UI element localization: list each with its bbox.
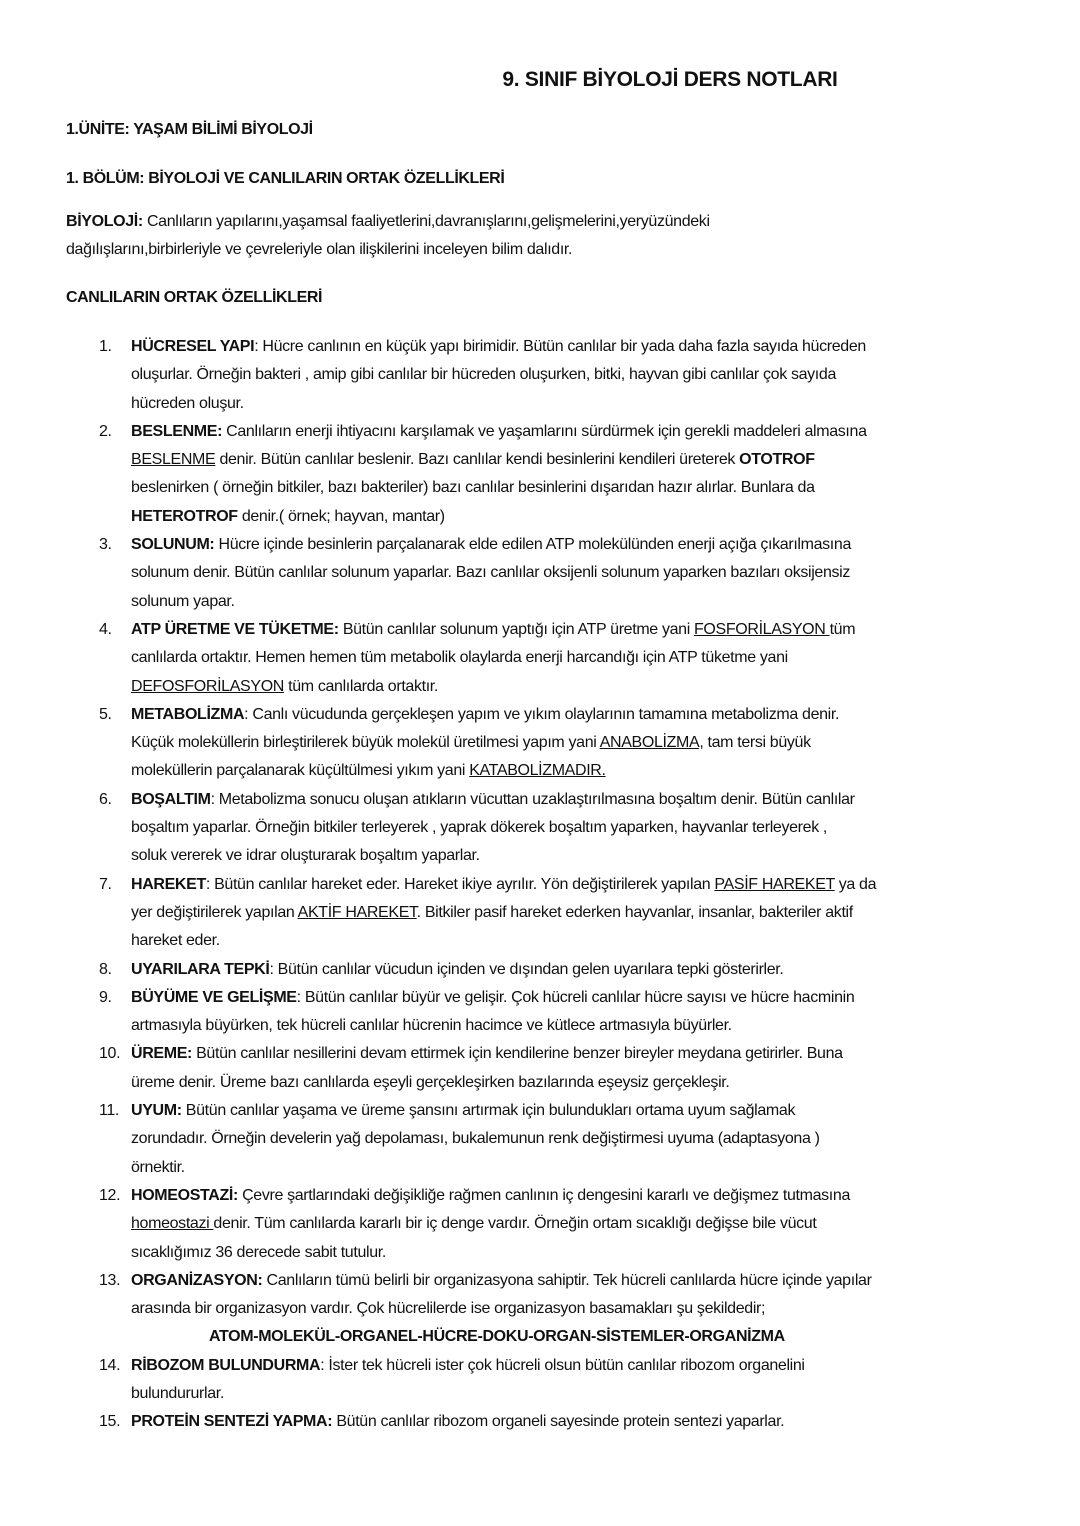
section-heading: 1. BÖLÜM: BİYOLOJİ VE CANLILARIN ORTAK ÖZELLİKLERİ (66, 170, 505, 187)
item-number: 2. (99, 422, 112, 440)
item-text: : Metabolizma sonucu oluşan atıkların vücuttan uzaklaştırılmasına boşaltım denir. Bütün canlılar (210, 790, 855, 808)
definition-line-2: dağılışlarını,birbirleriyle ve çevreleriyle olan ilişkilerini inceleyen bilim dalıdır. (66, 241, 573, 258)
item-term: ORGANİZASYON: (131, 1271, 263, 1289)
list-item (0, 1352, 1080, 1409)
item-number: 9. (99, 988, 112, 1006)
definition-text-1: Canlıların yapılarını,yaşamsal faaliyetlerini,davranışlarını,gelişmelerini,yeryüzündeki (142, 213, 710, 230)
item-text: denir. Bütün canlılar beslenir. Bazı canlılar kendi besinlerini kendileri üreterek (215, 451, 740, 469)
item-text: tam tersi büyük (703, 734, 811, 752)
item-term: HAREKET (131, 875, 206, 893)
item-term: ÜREME: (131, 1045, 193, 1063)
item-text: Çevre şartlarındaki değişikliğe rağmen canlının iç dengesini kararlı ve değişmez tutmasına (237, 1186, 850, 1204)
item-text: hücreden oluşur. (131, 394, 244, 412)
list-item (0, 701, 1080, 786)
item-text: tüm canlılarda ortaktır. (284, 677, 439, 695)
item-text: solunum yapar. (131, 592, 235, 610)
biology-definition (66, 208, 1026, 264)
item-text: Canlıların tümü belirli bir organizasyona sahiptir. Tek hücreli canlılarda hücre içinde yapılar (262, 1271, 872, 1289)
item-number: 12. (99, 1186, 121, 1204)
list-item (0, 531, 1080, 616)
item-text: canlılarda ortaktır. Hemen hemen tüm metabolik olaylarda enerji harcandığı için ATP tüketme yani (131, 649, 788, 667)
item-text: Bütün canlılar nesillerini devam ettirmek için kendilerine benzer bireyler meydana getirirler. Buna (192, 1045, 843, 1063)
item-text: tüm (829, 620, 856, 638)
item-text: : Bütün canlılar vücudun içinden ve dışından gelen uyarılara tepki gösterirler. (269, 960, 784, 978)
list-item (0, 1097, 1080, 1182)
underlined-term: KATABOLİZMADIR. (469, 762, 606, 780)
item-text: : Canlı vücudunda gerçekleşen yapım ve yıkım olaylarının tamamına metabolizma denir. (244, 705, 840, 723)
item-number: 14. (99, 1356, 121, 1374)
item-text: : Bütün canlılar büyür ve gelişir. Çok hücreli canlılar hücre sayısı ve hücre hacminin (296, 988, 855, 1006)
item-text: zorundadır. Örneğin develerin yağ depolaması, bukalemunun renk değiştirmesi uyuma (adaptasyona ) (131, 1130, 820, 1148)
item-text: sıcaklığımız 36 derecede sabit tutulur. (131, 1243, 386, 1261)
item-term: PROTEİN SENTEZİ YAPMA: (131, 1413, 333, 1431)
item-text: artmasıyla büyürken, tek hücreli canlılar hücrenin hacimce ve kütlece artmasıyla büyürler. (131, 1017, 732, 1035)
list-item (0, 1182, 1080, 1267)
list-item (0, 1267, 1080, 1352)
bold-term: HETEROTROF (131, 507, 238, 525)
item-text: Canlıların enerji ihtiyacını karşılamak ve yaşamlarını sürdürmek için gerekli maddeleri almasına (222, 422, 867, 440)
item-text: solunum denir. Bütün canlılar solunum yaparlar. Bazı canlılar oksijenli solunum yaparken bazıları oksijensiz (131, 564, 851, 582)
underlined-term: homeostazi (131, 1215, 214, 1233)
item-number: 7. (99, 875, 112, 893)
list-item (0, 956, 1080, 984)
item-text: beslenirken ( örneğin bitkiler, bazı bakteriler) bazı canlılar besinlerini dışarıdan hazır alırlar. Bunlara da (131, 479, 815, 497)
item-text: Bütün canlılar ribozom organeli sayesinde protein sentezi yaparlar. (332, 1413, 785, 1431)
item-text: denir.( örnek; hayvan, mantar) (237, 507, 445, 525)
item-number: 13. (99, 1271, 121, 1289)
item-term: SOLUNUM: (131, 536, 215, 554)
page-title (0, 68, 1010, 92)
item-term: HOMEOSTAZİ: (131, 1186, 238, 1204)
underlined-term: PASİF HAREKET (714, 875, 835, 893)
list-heading: CANLILARIN ORTAK ÖZELLİKLERİ (66, 289, 323, 306)
item-text: örnektir. (131, 1158, 185, 1176)
underlined-term: ANABOLİZMA, (599, 734, 704, 752)
item-text: Bütün canlılar yaşama ve üreme şansını artırmak için bulundukları ortama uyum sağlamak (181, 1102, 796, 1120)
list-item (0, 786, 1080, 871)
underlined-term: AKTİF HAREKET (297, 903, 417, 921)
underlined-term: FOSFORİLASYON (694, 620, 830, 638)
item-term: BOŞALTIM (131, 790, 211, 808)
item-text: soluk vererek ve idrar oluşturarak boşaltım yaparlar. (131, 847, 480, 865)
item-term: BESLENME: (131, 422, 223, 440)
unit-heading: 1.ÜNİTE: YAŞAM BİLİMİ BİYOLOJİ (66, 121, 313, 138)
item-number: 4. (99, 620, 112, 638)
item-text: hareket eder. (131, 932, 220, 950)
list-item (0, 1040, 1080, 1097)
properties-list (0, 333, 1080, 1437)
item-text: moleküllerin parçalanarak küçültülmesi yıkım yani (131, 762, 470, 780)
item-number: 10. (99, 1045, 121, 1063)
item-text: denir. Tüm canlılarda kararlı bir iç denge vardır. Örneğin ortam sıcaklığı değişse bile vücut (213, 1215, 817, 1233)
item-text: : İster tek hücreli ister çok hücreli olsun bütün canlılar ribozom organelini (320, 1356, 805, 1374)
item-text: : Hücre canlının en küçük yapı birimidir. Bütün canlılar bir yada daha fazla sayıda hücreden (254, 338, 866, 355)
bold-term: OTOTROF (739, 451, 815, 469)
list-item (0, 616, 1080, 701)
item-number: 11. (99, 1102, 120, 1120)
item-number: 6. (99, 790, 112, 808)
list-item (0, 871, 1080, 956)
item-text: bulundururlar. (131, 1384, 224, 1402)
item-text: . Bitkiler pasif hareket ederken hayvanlar, insanlar, bakteriler aktif (416, 903, 853, 921)
item-term: BÜYÜME VE GELİŞME (131, 988, 297, 1006)
item-text: ya da (834, 875, 877, 893)
item-number: 5. (99, 705, 112, 723)
item-text: arasında bir organizasyon vardır. Çok hücrelilerde ise organizasyon basamakları şu şekildedir; (131, 1300, 766, 1318)
organization-hierarchy: ATOM-MOLEKÜL-ORGANEL-HÜCRE-DOKU-ORGAN-SİSTEMLER-ORGANİZMA (209, 1328, 785, 1346)
item-text: Bütün canlılar solunum yaptığı için ATP üretme yani (338, 620, 694, 638)
item-number: 15. (99, 1413, 121, 1431)
item-term: HÜCRESEL YAPI (131, 338, 255, 355)
item-term: UYARILARA TEPKİ (131, 960, 270, 978)
item-term: ATP ÜRETME VE TÜKETME: (131, 620, 339, 638)
item-number: 8. (99, 960, 112, 978)
item-number: 3. (99, 536, 112, 554)
page-title-text: 9. SINIF BİYOLOJİ DERS NOTLARI (502, 68, 838, 91)
item-text: Küçük moleküllerin birleştirilerek büyük molekül üretilmesi yapım yani (131, 734, 600, 752)
item-number: 1. (99, 338, 112, 355)
list-item (0, 333, 1080, 418)
item-text: : Bütün canlılar hareket eder. Hareket ikiye ayrılır. Yön değiştirilerek yapılan (205, 875, 715, 893)
underlined-term: DEFOSFORİLASYON (131, 677, 285, 695)
list-item (0, 1408, 1080, 1436)
list-item (0, 984, 1080, 1041)
item-text: yer değiştirilerek yapılan (131, 903, 298, 921)
underlined-term: BESLENME (131, 451, 216, 469)
item-text: boşaltım yaparlar. Örneğin bitkiler terleyerek , yaprak dökerek boşaltım yaparken, hayvanlar terleyerek , (131, 819, 828, 837)
definition-line-1 (66, 208, 1026, 236)
item-term: UYUM: (131, 1102, 182, 1120)
list-item (0, 418, 1080, 531)
definition-term: BİYOLOJİ: (66, 213, 143, 230)
item-text: Hücre içinde besinlerin parçalanarak elde edilen ATP molekülünden enerji açığa çıkarılmasına (214, 536, 851, 554)
item-text: oluşurlar. Örneğin bakteri , amip gibi canlılar bir hücreden oluşurken, bitki, hayvan gibi canlılar çok sayıda (131, 366, 836, 384)
item-text: üreme denir. Üreme bazı canlılarda eşeyli gerçekleşirken bazılarında eşeysiz gerçekleşir. (131, 1073, 730, 1091)
item-term: RİBOZOM BULUNDURMA (131, 1356, 321, 1374)
item-term: METABOLİZMA (131, 705, 245, 723)
